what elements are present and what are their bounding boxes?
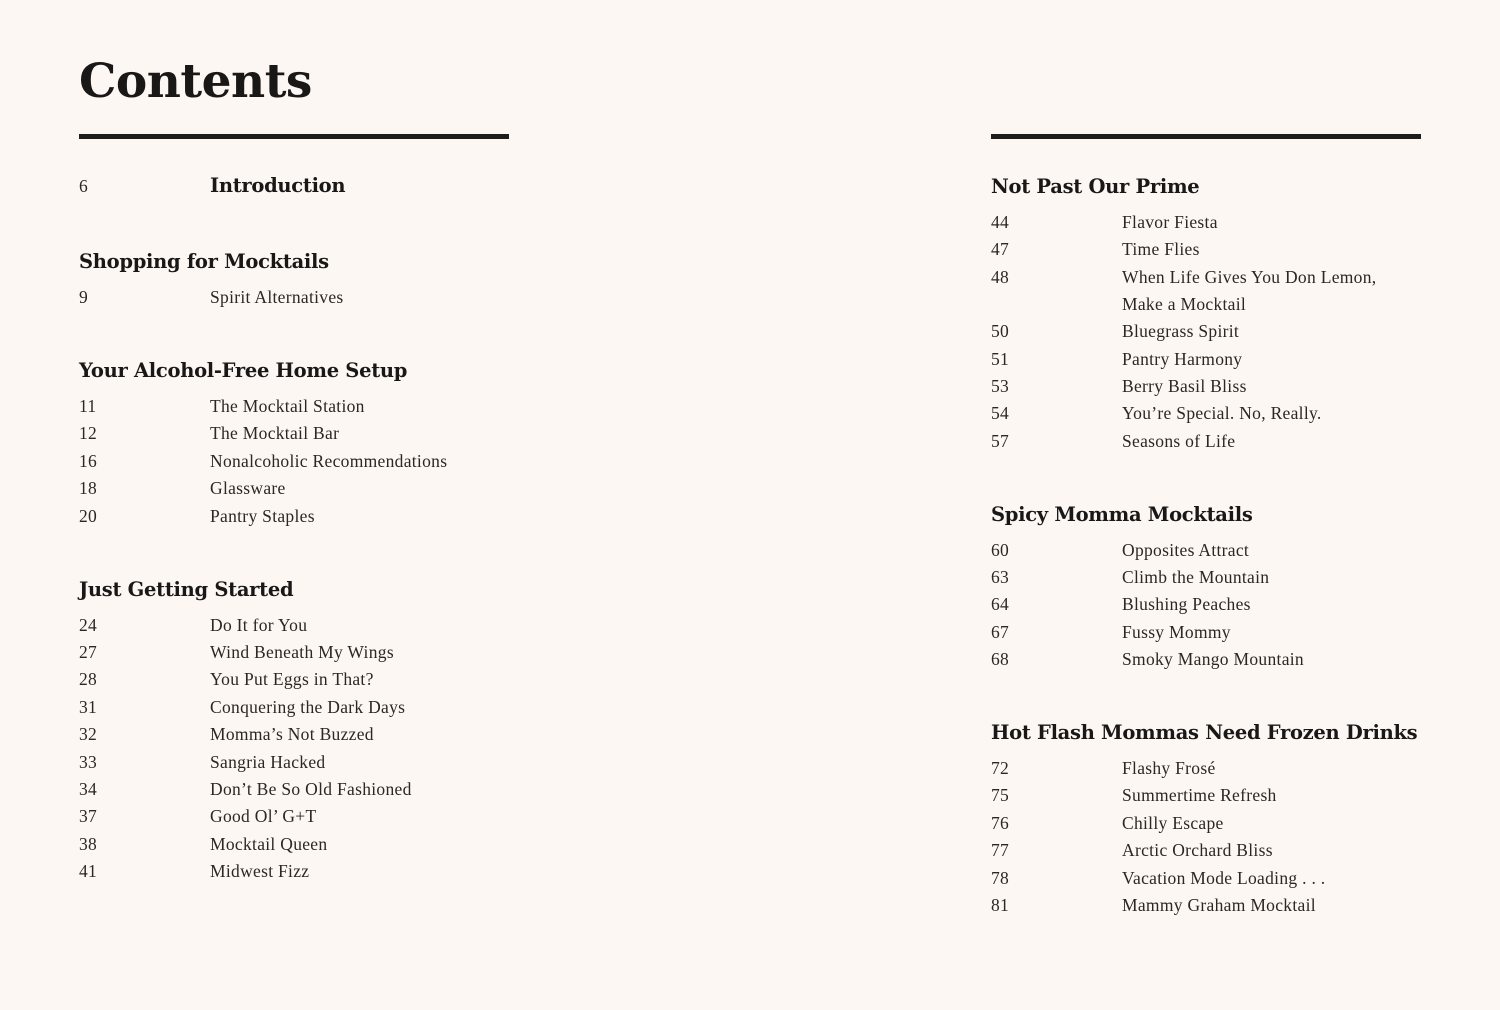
page-number: 27 [79, 642, 98, 662]
toc-entry[interactable] [991, 645, 1471, 673]
page-number: 9 [79, 287, 89, 307]
entry-title: Conquering the Dark Days [210, 697, 406, 717]
page-number: 54 [991, 403, 1010, 423]
toc-entry[interactable] [991, 781, 1471, 809]
entry-title: Mocktail Queen [210, 834, 328, 854]
entry-title: Arctic Orchard Bliss [1122, 840, 1273, 860]
toc-entry[interactable] [991, 345, 1471, 373]
toc-entry[interactable] [991, 891, 1471, 919]
entry-title: Spirit Alternatives [210, 287, 344, 307]
toc-entry[interactable] [991, 399, 1471, 427]
toc-entry[interactable] [991, 809, 1471, 837]
toc-entry[interactable] [79, 802, 559, 830]
page-number: 68 [991, 649, 1010, 669]
page-number: 48 [991, 267, 1010, 287]
entry-title: Pantry Harmony [1122, 349, 1243, 369]
page-number: 78 [991, 868, 1010, 888]
page-number: 57 [991, 431, 1010, 451]
toc-entry[interactable] [79, 720, 559, 748]
toc-entry[interactable] [79, 857, 559, 885]
toc-entry[interactable] [991, 754, 1471, 782]
entry-title: Chilly Escape [1122, 813, 1224, 833]
toc-entry[interactable] [991, 427, 1471, 455]
toc-entry-continuation[interactable] [991, 290, 1471, 318]
toc-entry[interactable] [79, 419, 559, 447]
page-number: 20 [79, 506, 98, 526]
toc-entry[interactable] [79, 693, 559, 721]
page-number: 31 [79, 697, 98, 717]
toc-entry[interactable] [79, 830, 559, 858]
page-number: 12 [79, 423, 98, 443]
title-rule-right [991, 134, 1421, 139]
entry-title: Time Flies [1122, 239, 1200, 259]
entry-title: Opposites Attract [1122, 540, 1250, 560]
page-number: 51 [991, 349, 1010, 369]
section-heading-spicy-momma: Spicy Momma Mocktails [991, 503, 1253, 526]
entry-title: Make a Mocktail [1122, 294, 1247, 314]
page-number: 6 [79, 176, 88, 196]
toc-entry[interactable] [991, 235, 1471, 263]
page-number: 34 [79, 779, 98, 799]
page-number: 47 [991, 239, 1010, 259]
entry-title: Nonalcoholic Recommendations [210, 451, 448, 471]
page-number: 41 [79, 861, 98, 881]
page-number: 53 [991, 376, 1010, 396]
entry-title: Climb the Mountain [1122, 567, 1270, 587]
toc-entry[interactable] [79, 502, 559, 530]
entry-title: Vacation Mode Loading . . . [1122, 868, 1326, 888]
toc-entry[interactable] [79, 447, 559, 475]
entry-title: Flashy Frosé [1122, 758, 1216, 778]
toc-entry[interactable] [79, 611, 559, 639]
entry-title: Introduction [210, 174, 346, 197]
page-number: 67 [991, 622, 1010, 642]
entry-title: You’re Special. No, Really. [1122, 403, 1322, 423]
entry-title: Mammy Graham Mocktail [1122, 895, 1316, 915]
section-heading-getting-started: Just Getting Started [79, 578, 294, 601]
entry-title: Flavor Fiesta [1122, 212, 1218, 232]
page-number: 33 [79, 752, 98, 772]
entry-title: Sangria Hacked [210, 752, 326, 772]
entry-title: You Put Eggs in That? [210, 669, 374, 689]
toc-entry[interactable] [79, 474, 559, 502]
entry-title: The Mocktail Station [210, 396, 365, 416]
page-number: 63 [991, 567, 1010, 587]
entry-title: Blushing Peaches [1122, 594, 1251, 614]
entry-title: When Life Gives You Don Lemon, [1122, 267, 1377, 287]
page-number: 11 [79, 396, 97, 416]
page-number: 18 [79, 478, 98, 498]
entry-title: Wind Beneath My Wings [210, 642, 394, 662]
page-title: Contents [79, 54, 312, 109]
page-number: 50 [991, 321, 1010, 341]
page-number: 16 [79, 451, 98, 471]
toc-entry[interactable] [991, 590, 1471, 618]
page-number: 44 [991, 212, 1010, 232]
title-rule-left [79, 134, 509, 139]
page-number: 72 [991, 758, 1010, 778]
page-number: 28 [79, 669, 98, 689]
toc-entry-introduction[interactable] [79, 172, 559, 200]
toc-entry[interactable] [79, 392, 559, 420]
page-number: 37 [79, 806, 98, 826]
entry-title: Seasons of Life [1122, 431, 1236, 451]
section-heading-home-setup: Your Alcohol-Free Home Setup [79, 359, 408, 382]
entry-title: Summertime Refresh [1122, 785, 1277, 805]
entry-title: The Mocktail Bar [210, 423, 340, 443]
page-number: 81 [991, 895, 1010, 915]
toc-entry[interactable] [991, 836, 1471, 864]
toc-entry[interactable] [991, 536, 1471, 564]
toc-entry[interactable] [991, 317, 1471, 345]
entry-title: Berry Basil Bliss [1122, 376, 1247, 396]
entry-title: Momma’s Not Buzzed [210, 724, 374, 744]
page-number: 38 [79, 834, 98, 854]
entry-title: Good Ol’ G+T [210, 806, 317, 826]
toc-entry[interactable] [991, 208, 1471, 236]
entry-title: Pantry Staples [210, 506, 315, 526]
toc-entry[interactable] [79, 665, 559, 693]
page-number: 75 [991, 785, 1010, 805]
toc-entry[interactable] [991, 618, 1471, 646]
section-heading-not-past-prime: Not Past Our Prime [991, 175, 1200, 198]
page-number: 77 [991, 840, 1010, 860]
entry-title: Don’t Be So Old Fashioned [210, 779, 412, 799]
page-number: 76 [991, 813, 1010, 833]
page-number: 60 [991, 540, 1010, 560]
entry-title: Midwest Fizz [210, 861, 310, 881]
entry-title: Glassware [210, 478, 286, 498]
page-number: 64 [991, 594, 1010, 614]
entry-title: Smoky Mango Mountain [1122, 649, 1304, 669]
toc-entry[interactable] [991, 563, 1471, 591]
section-heading-hot-flash: Hot Flash Mommas Need Frozen Drinks [991, 721, 1418, 744]
toc-entry[interactable] [79, 748, 559, 776]
toc-entry[interactable] [79, 775, 559, 803]
toc-entry[interactable] [991, 372, 1471, 400]
page-number: 32 [79, 724, 98, 744]
page-number: 24 [79, 615, 98, 635]
toc-entry[interactable] [79, 283, 559, 311]
section-heading-shopping: Shopping for Mocktails [79, 250, 329, 273]
entry-title: Fussy Mommy [1122, 622, 1231, 642]
toc-entry[interactable] [991, 263, 1471, 291]
toc-entry[interactable] [79, 638, 559, 666]
entry-title: Bluegrass Spirit [1122, 321, 1240, 341]
entry-title: Do It for You [210, 615, 308, 635]
toc-entry[interactable] [991, 864, 1471, 892]
